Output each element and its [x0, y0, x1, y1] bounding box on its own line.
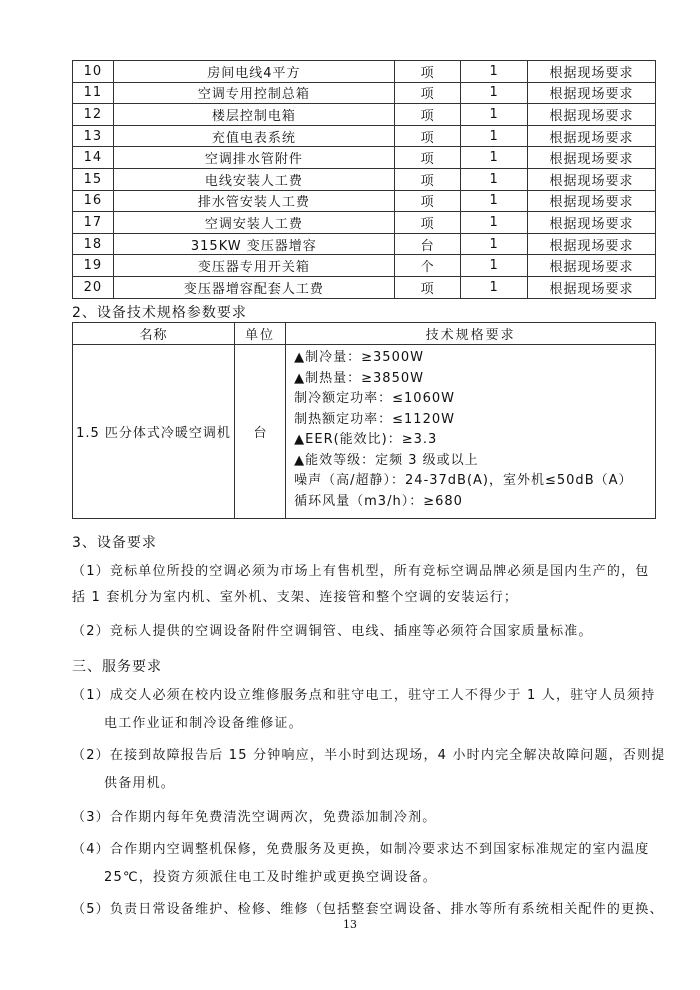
spec-requirement-line: 循环风量（m3/h）：≥680 — [294, 493, 463, 509]
item-quantity: 1 — [461, 125, 528, 147]
item-unit: 项 — [394, 190, 461, 212]
item-unit: 项 — [394, 61, 461, 83]
equipment-p1-line1: （1）竞标单位所投的空调必须为市场上有售机型，所有竞标空调品牌必须是国内生产的，包 — [72, 564, 650, 579]
spec-table — [72, 322, 656, 519]
item-name: 电线安装人工费 — [113, 168, 394, 190]
item-note: 根据现场要求 — [527, 168, 655, 190]
item-quantity: 1 — [461, 212, 528, 234]
spec-requirement-line: ▲EER(能效比)：≥3.3 — [294, 432, 438, 447]
item-name: 变压器增容配套人工费 — [113, 276, 394, 298]
item-note: 根据现场要求 — [527, 82, 655, 104]
service-item-4-line2: 25℃，投资方须派住电工及时维护或更换空调设备。 — [104, 870, 437, 885]
items-table-row — [73, 255, 656, 277]
item-number: 19 — [73, 255, 114, 277]
item-note: 根据现场要求 — [527, 276, 655, 298]
item-note: 根据现场要求 — [527, 255, 655, 277]
spec-requirement-line: 制冷额定功率：≤1060W — [294, 391, 455, 406]
item-unit: 项 — [394, 125, 461, 147]
item-name: 空调排水管附件 — [113, 147, 394, 169]
item-note: 根据现场要求 — [527, 212, 655, 234]
item-quantity: 1 — [461, 82, 528, 104]
service-item-1-line2: 电工作业证和制冷设备维修证。 — [104, 716, 303, 731]
item-quantity: 1 — [461, 276, 528, 298]
item-unit: 项 — [394, 82, 461, 104]
spec-requirement-line: 噪声（高/超静）：24-37dB(A)，室外机≤50dB（A） — [294, 473, 633, 488]
spec-requirement-line: ▲能效等级：定频 3 级或以上 — [294, 452, 479, 468]
item-number: 12 — [73, 104, 114, 126]
item-name: 变压器专用开关箱 — [113, 255, 394, 277]
item-name: 房间电线4平方 — [113, 61, 394, 83]
equipment-heading: 3、设备要求 — [72, 535, 157, 551]
service-heading: 三、服务要求 — [72, 659, 162, 675]
spec-requirement-line: ▲制冷量：≥3500W — [294, 350, 424, 365]
item-number: 16 — [73, 190, 114, 212]
item-note: 根据现场要求 — [527, 190, 655, 212]
item-quantity: 1 — [461, 233, 528, 255]
spec-requirement-line: ▲制热量：≥3850W — [294, 370, 424, 386]
item-unit: 项 — [394, 276, 461, 298]
item-quantity: 1 — [461, 104, 528, 126]
item-unit: 台 — [394, 233, 461, 255]
items-table-row — [73, 168, 656, 190]
item-unit: 项 — [394, 147, 461, 169]
items-table-body — [73, 61, 656, 299]
service-item-4-line1: （4）合作期内空调整机保修，免费服务及更换，如制冷要求达不到国家标准规定的室内温度 — [72, 842, 650, 857]
item-unit: 个 — [394, 255, 461, 277]
item-name: 排水管安装人工费 — [113, 190, 394, 212]
item-quantity: 1 — [461, 147, 528, 169]
item-note: 根据现场要求 — [527, 61, 655, 83]
spec-product-name: 1.5 匹分体式冷暖空调机 — [73, 345, 235, 519]
items-table-row — [73, 82, 656, 104]
service-item-3: （3）合作期内每年免费清洗空调两次，免费添加制冷剂。 — [72, 810, 437, 825]
item-note: 根据现场要求 — [527, 104, 655, 126]
item-name: 空调安装人工费 — [113, 212, 394, 234]
items-table-row — [73, 233, 656, 255]
item-unit: 项 — [394, 104, 461, 126]
item-quantity: 1 — [461, 168, 528, 190]
item-quantity: 1 — [461, 190, 528, 212]
items-table — [72, 60, 656, 299]
spec-row — [73, 345, 656, 519]
spec-header-row — [73, 323, 656, 345]
items-table-row — [73, 125, 656, 147]
item-note: 根据现场要求 — [527, 125, 655, 147]
item-name: 楼层控制电箱 — [113, 104, 394, 126]
item-name: 充值电表系统 — [113, 125, 394, 147]
page-number: 13 — [343, 918, 357, 931]
spec-requirements — [286, 345, 656, 519]
items-table-row — [73, 61, 656, 83]
spec-header-unit: 单位 — [234, 323, 285, 345]
item-quantity: 1 — [461, 61, 528, 83]
item-number: 14 — [73, 147, 114, 169]
item-note: 根据现场要求 — [527, 147, 655, 169]
item-name: 空调专用控制总箱 — [113, 82, 394, 104]
items-table-row — [73, 212, 656, 234]
item-number: 15 — [73, 168, 114, 190]
item-number: 11 — [73, 82, 114, 104]
spec-product-unit: 台 — [234, 345, 285, 519]
item-quantity: 1 — [461, 255, 528, 277]
service-item-2-line1: （2）在接到故障报告后 15 分钟响应，半小时到达现场，4 小时内完全解决故障问题，否则提 — [72, 748, 666, 763]
items-table-row — [73, 104, 656, 126]
items-table-row — [73, 276, 656, 298]
item-number: 13 — [73, 125, 114, 147]
item-number: 17 — [73, 212, 114, 234]
item-unit: 项 — [394, 168, 461, 190]
items-table-row — [73, 190, 656, 212]
service-item-2-line2: 供备用机。 — [104, 776, 176, 791]
item-number: 20 — [73, 276, 114, 298]
service-item-1-line1: （1）成交人必须在校内设立维修服务点和驻守电工，驻守工人不得少于 1 人，驻守人员须持 — [72, 688, 656, 703]
spec-heading: 2、设备技术规格参数要求 — [72, 305, 247, 321]
equipment-p2: （2）竞标人提供的空调设备附件空调铜管、电线、插座等必须符合国家质量标准。 — [72, 624, 593, 639]
spec-header-name: 名称 — [73, 323, 235, 345]
spec-requirement-line: 制热额定功率：≤1120W — [294, 411, 455, 427]
item-number: 18 — [73, 233, 114, 255]
item-unit: 项 — [394, 212, 461, 234]
equipment-p1-line2: 括 1 套机分为室内机、室外机、支架、连接管和整个空调的安装运行； — [72, 590, 519, 605]
items-table-row — [73, 147, 656, 169]
spec-header-requirement: 技术规格要求 — [286, 323, 656, 345]
item-number: 10 — [73, 61, 114, 83]
service-item-5-line1: （5）负责日常设备维护、检修、维修（包括整套空调设备、排水等所有系统相关配件的更换、 — [72, 902, 664, 917]
item-note: 根据现场要求 — [527, 233, 655, 255]
item-name: 315KW 变压器增容 — [113, 233, 394, 255]
